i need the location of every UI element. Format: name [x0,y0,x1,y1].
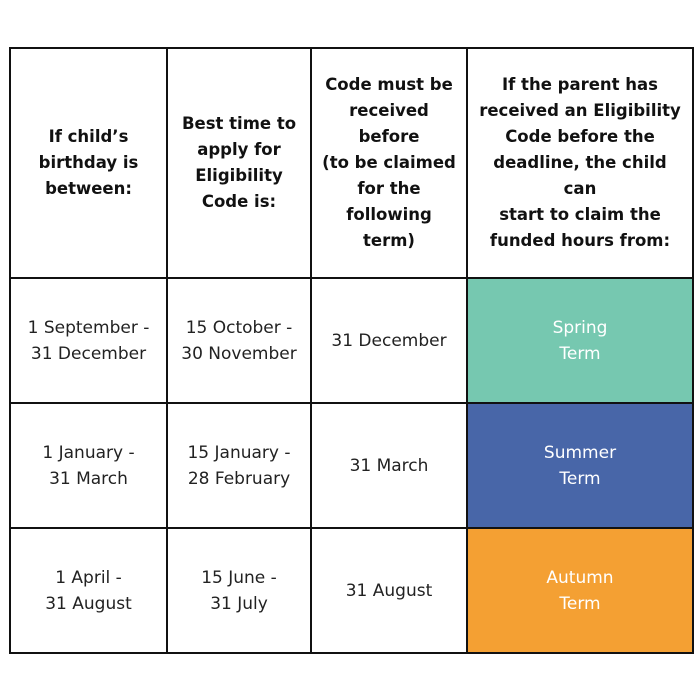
header-code-deadline: Code must be received before (to be claimed for the following term) [311,48,467,278]
apply-window-cell: 15 October - 30 November [167,278,311,403]
table-row [10,403,693,528]
birthday-range-cell: 1 January - 31 March [10,403,167,528]
apply-window-cell: 15 June - 31 July [167,528,311,653]
apply-window-cell: 15 January - 28 February [167,403,311,528]
table-row [10,278,693,403]
deadline-cell: 31 March [311,403,467,528]
deadline-cell: 31 August [311,528,467,653]
term-cell-autumn: Autumn Term [467,528,693,653]
eligibility-table [9,47,694,654]
term-cell-summer: Summer Term [467,403,693,528]
header-claim-from: If the parent has received an Eligibility Code before the deadline, the child can start to claim the funded hours from: [467,48,693,278]
header-apply-time: Best time to apply for Eligibility Code is: [167,48,311,278]
term-cell-spring: Spring Term [467,278,693,403]
deadline-cell: 31 December [311,278,467,403]
header-row [10,48,693,278]
header-birthday: If child’s birthday is between: [10,48,167,278]
table-row [10,528,693,653]
birthday-range-cell: 1 April - 31 August [10,528,167,653]
birthday-range-cell: 1 September - 31 December [10,278,167,403]
